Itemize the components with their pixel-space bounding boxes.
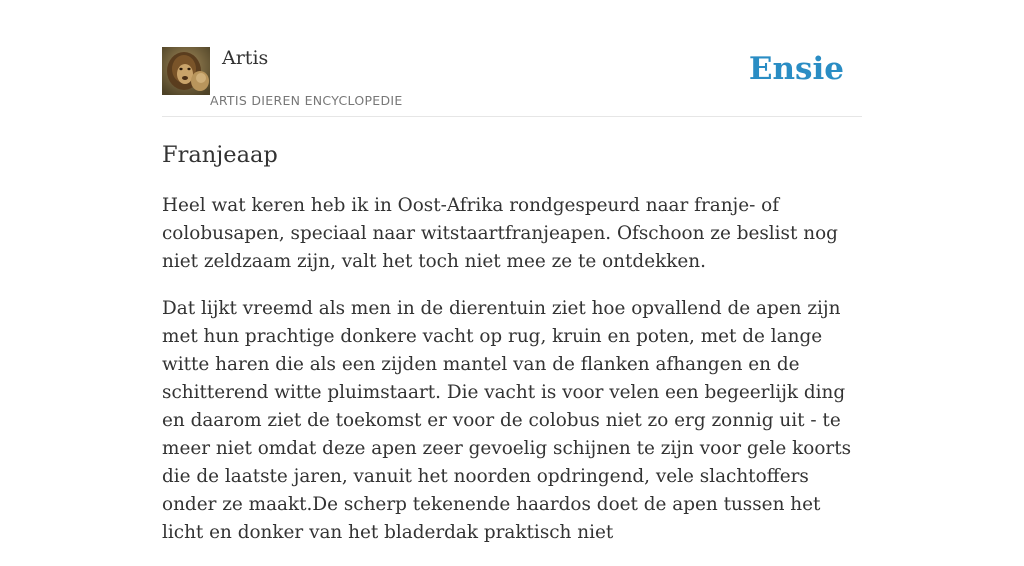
- author-name-link[interactable]: Artis: [222, 47, 269, 69]
- article-paragraph: Dat lijkt vreemd als men in de dierentuin ziet hoe opvallend de apen zijn met hun prachtige donkere vacht op rug, kruin en poten, met de lange witte haren die als een zijden mantel van de flanken afhangen en de schitterend witte pluimstaart. Die vacht is voor velen een begeerlijk ding en daarom ziet de toekomst er voor de colobus niet zo erg zonnig uit - te meer niet omdat deze apen zeer gevoelig schijnen te zijn voor gele koorts die de laatste jaren, vanuit het noorden opdringend, vele slachtoffers onder ze maakt.De scherp tekenende haardos doet de apen tussen het licht en donker van het bladerdak praktisch niet: [162, 298, 852, 543]
- article-body: [162, 192, 862, 566]
- article-title: Franjeaap: [162, 142, 278, 168]
- author-avatar[interactable]: [162, 47, 210, 95]
- article-header: [162, 0, 862, 117]
- collection-link[interactable]: ARTIS DIEREN ENCYCLOPEDIE: [210, 93, 403, 108]
- article-paragraph: Heel wat keren heb ik in Oost-Afrika rondgespeurd naar franje- of colobusapen, speciaal naar witstaartfranjeapen. Ofschoon ze beslist nog niet zeldzaam zijn, valt het toch niet mee ze te ontdekken.: [162, 195, 838, 272]
- page-container: [162, 0, 862, 543]
- ensie-logo-link[interactable]: Ensie: [748, 51, 844, 87]
- lion-avatar-image: [162, 47, 210, 95]
